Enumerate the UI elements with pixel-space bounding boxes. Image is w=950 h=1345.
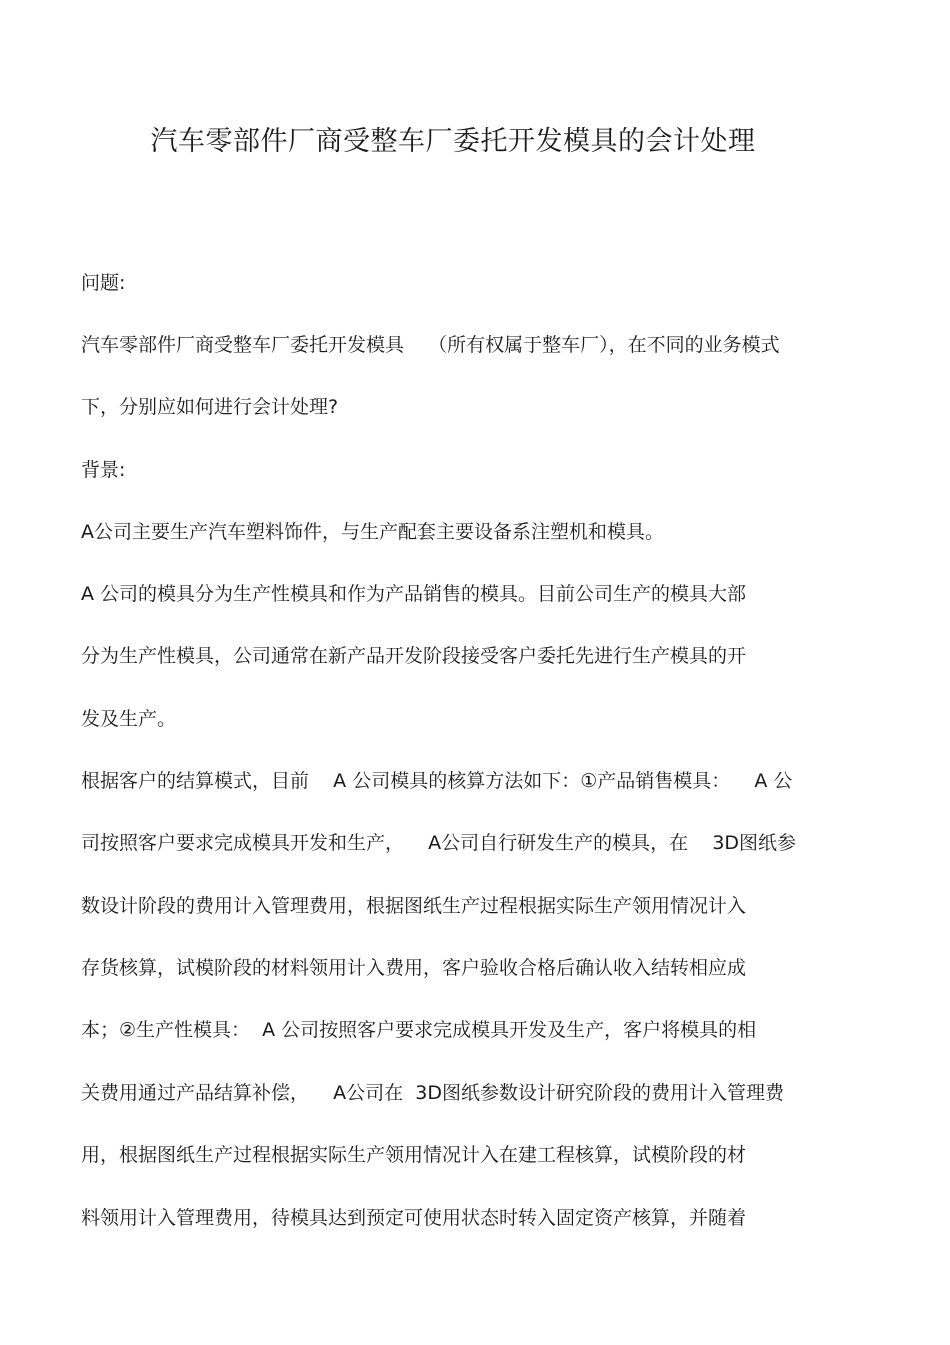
paragraph-line: 发及生产。	[81, 708, 177, 730]
paragraph-line: 关费用通过产品结算补偿， A公司在 3D图纸参数设计研究阶段的费用计入管理费	[81, 1082, 784, 1104]
paragraph-line: A 公司的模具分为生产性模具和作为产品销售的模具。目前公司生产的模具大部	[81, 583, 747, 605]
paragraph-line: 料领用计入管理费用，待模具达到预定可使用状态时转入固定资产核算，并随着	[81, 1207, 747, 1229]
paragraph-line: 汽车零部件厂商受整车厂委托开发模具 （所有权属于整车厂），在不同的业务模式	[81, 334, 780, 356]
paragraph-line: 根据客户的结算模式，目前 A 公司模具的核算方法如下：①产品销售模具： A 公	[81, 770, 793, 792]
paragraph-line: 本；②生产性模具： A 公司按照客户要求完成模具开发及生产，客户将模具的相	[81, 1019, 757, 1041]
paragraph-line: 存货核算，试模阶段的材料领用计入费用，客户验收合格后确认收入结转相应成	[81, 957, 747, 979]
section-heading-background: 背景:	[81, 459, 126, 481]
paragraph-line: 数设计阶段的费用计入管理费用，根据图纸生产过程根据实际生产领用情况计入	[81, 895, 747, 917]
paragraph-line: 用，根据图纸生产过程根据实际生产领用情况计入在建工程核算，试模阶段的材	[81, 1144, 747, 1166]
section-heading-question: 问题:	[81, 272, 126, 294]
document-title: 汽车零部件厂商受整车厂委托开发模具的会计处理	[150, 126, 756, 157]
paragraph-line: 分为生产性模具，公司通常在新产品开发阶段接受客户委托先进行生产模具的开	[81, 645, 747, 667]
paragraph-line: 下，分别应如何进行会计处理?	[81, 396, 339, 418]
paragraph-line: 司按照客户要求完成模具开发和生产， A公司自行研发生产的模具，在 3D图纸参	[81, 832, 797, 854]
paragraph-line: A公司主要生产汽车塑料饰件，与生产配套主要设备系注塑机和模具。	[81, 521, 664, 543]
